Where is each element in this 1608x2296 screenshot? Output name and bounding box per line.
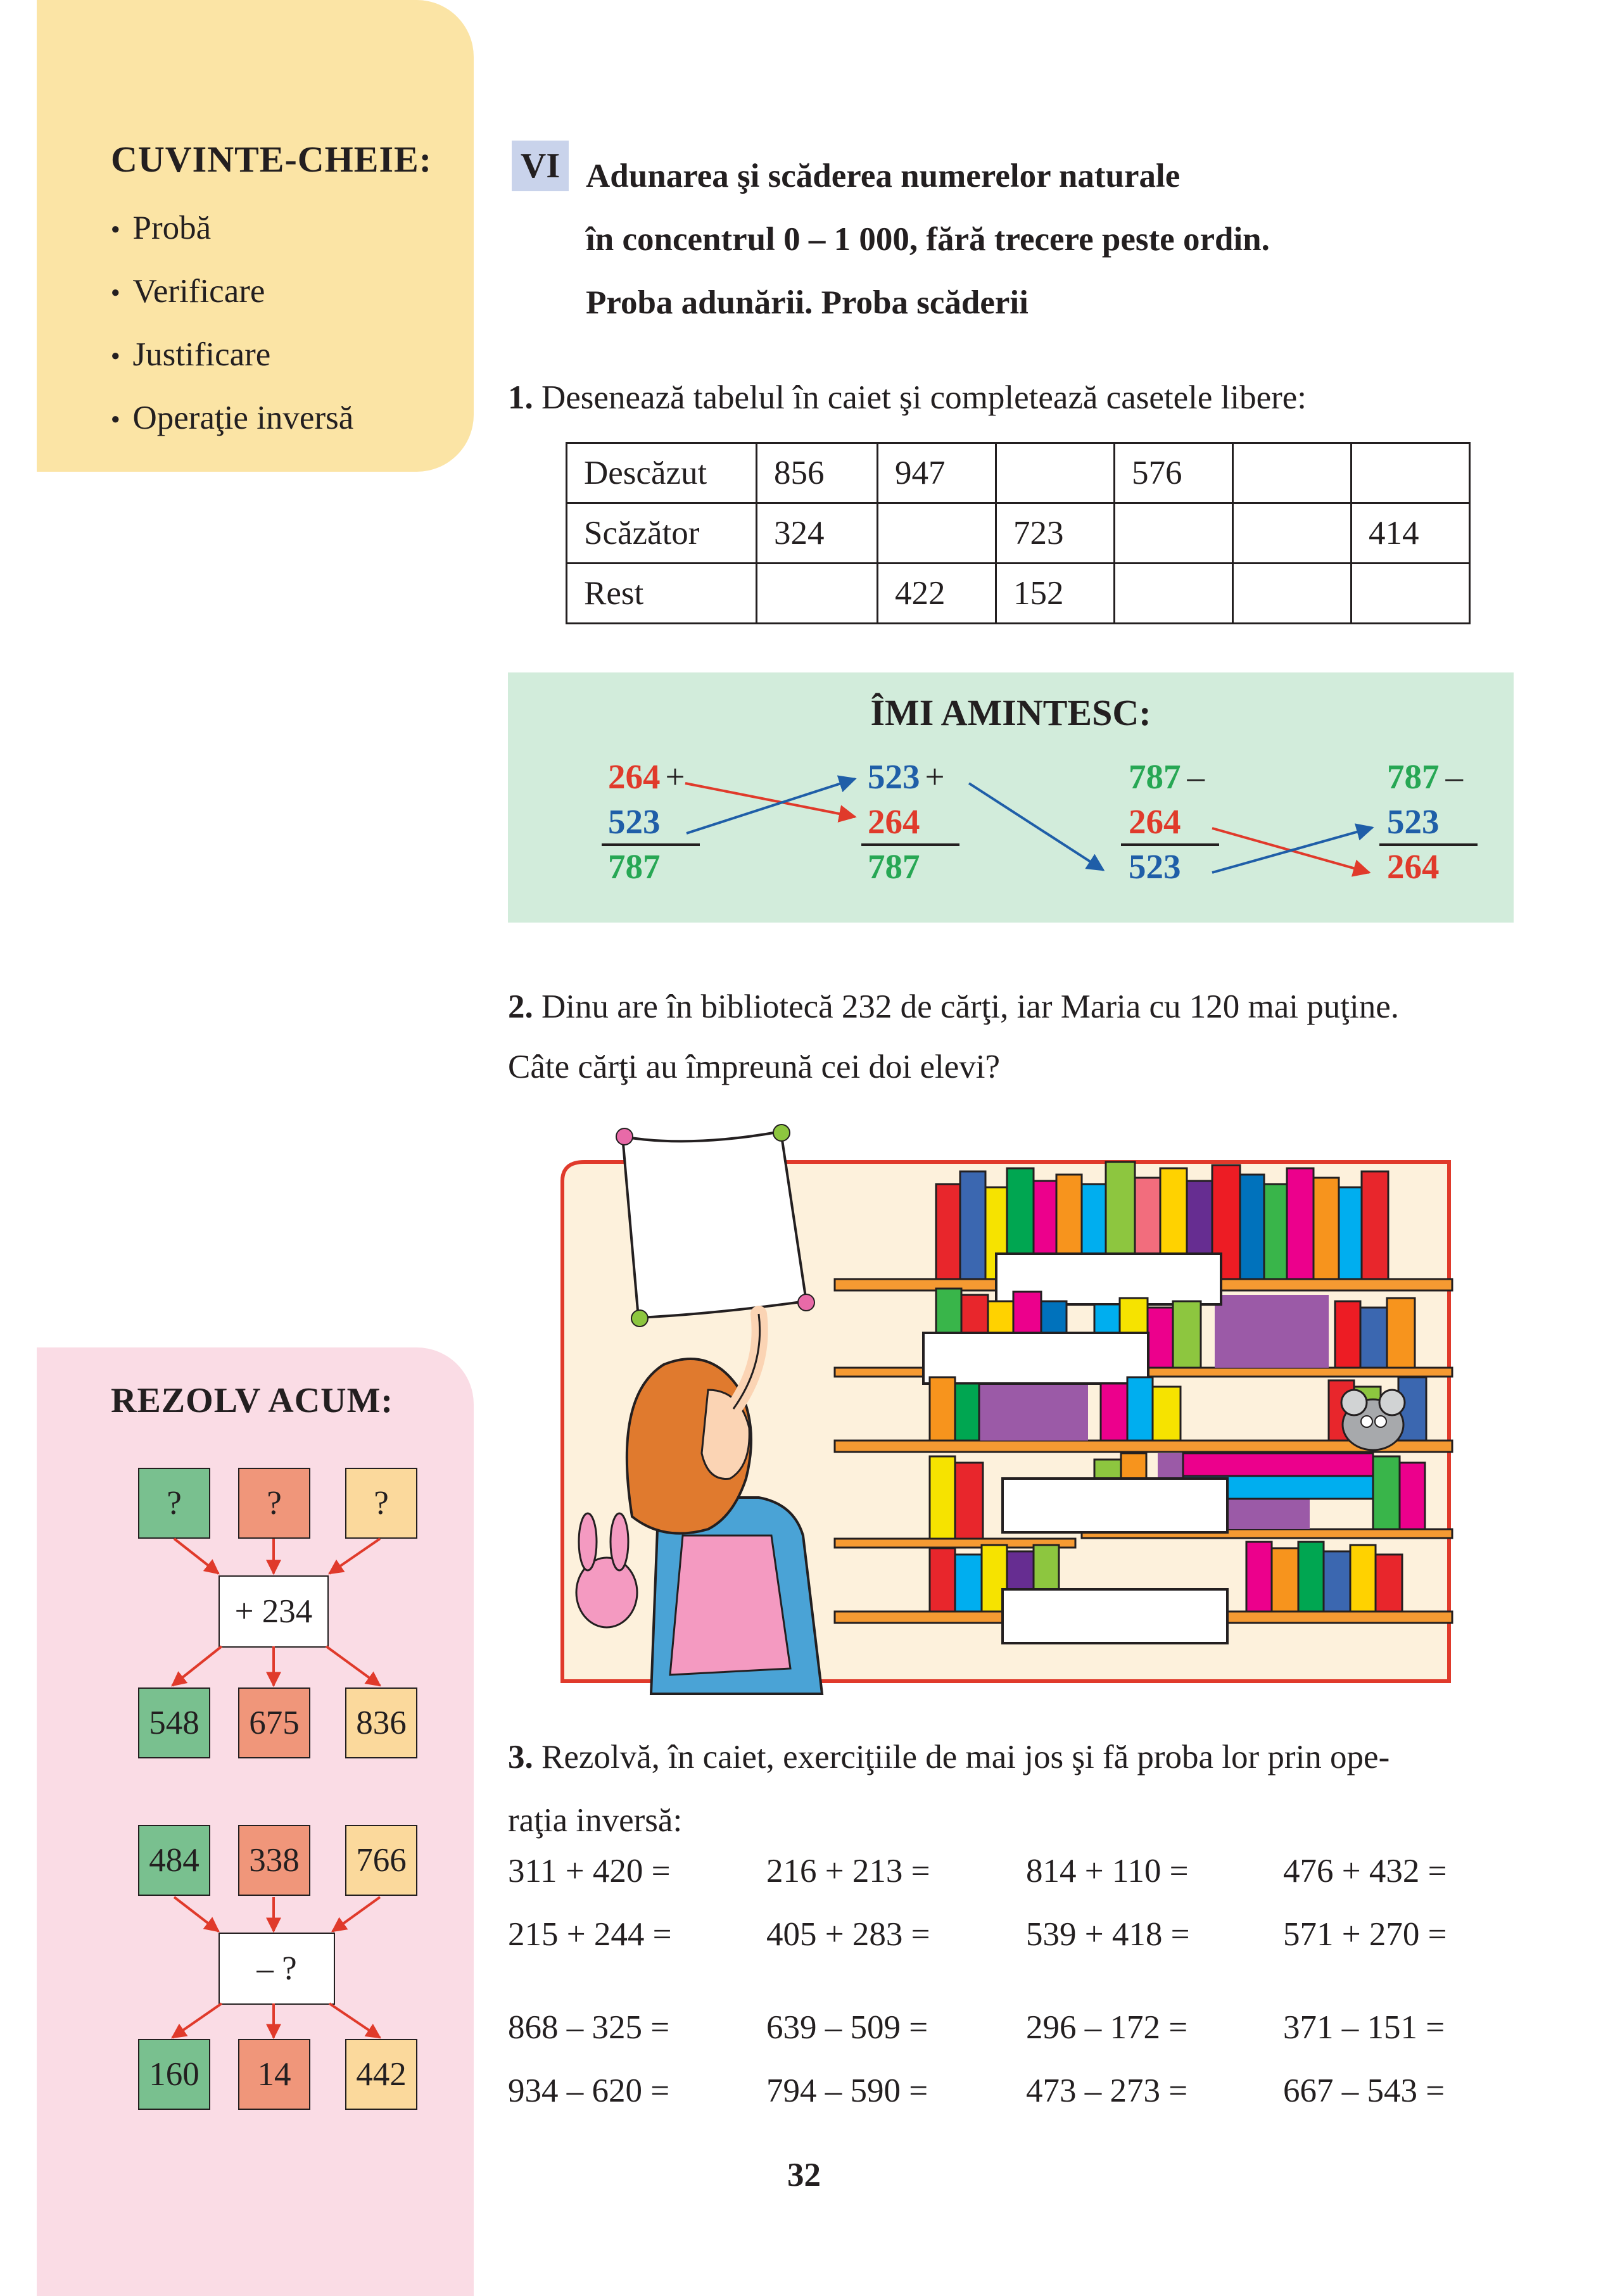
- calc-item: 814 + 110 =: [1026, 1853, 1189, 1889]
- arrow-blue: [687, 779, 855, 833]
- table-cell: 152: [996, 564, 1115, 624]
- table-cell: 856: [757, 443, 878, 503]
- row-label: Descăzut: [567, 443, 757, 503]
- keyword-item: ● Verificare: [111, 266, 353, 329]
- table-row: [567, 564, 1470, 624]
- lesson-number-badge: VI: [512, 141, 569, 191]
- calc-item: 216 + 213 =: [766, 1853, 930, 1889]
- calc-item: 571 + 270 =: [1283, 1916, 1447, 1953]
- keyword-item: ● Probă: [111, 203, 353, 266]
- subtraction-table: [566, 442, 1471, 624]
- output-box: 836: [345, 1687, 417, 1758]
- row-label: Rest: [567, 564, 757, 624]
- table-cell: 324: [757, 503, 878, 564]
- arrow-blue: [969, 783, 1103, 870]
- table-cell: [1233, 443, 1352, 503]
- lesson-title: [586, 144, 1270, 334]
- calc-item: 868 – 325 =: [508, 2009, 670, 2046]
- calc-item: 667 – 543 =: [1283, 2072, 1445, 2109]
- calc-item: 639 – 509 =: [766, 2009, 928, 2046]
- result: 264: [1387, 847, 1440, 886]
- input-box: ?: [138, 1468, 210, 1539]
- calc-item: 215 + 244 =: [508, 1916, 672, 1953]
- input-box: 484: [138, 1825, 210, 1896]
- table-cell: [1233, 503, 1352, 564]
- calc-item: 296 – 172 =: [1026, 2009, 1188, 2046]
- table-cell: [1352, 443, 1470, 503]
- operation-box: + 234: [218, 1575, 329, 1648]
- keywords-list: [111, 203, 353, 456]
- table-cell: 414: [1352, 503, 1470, 564]
- operation-box: – ?: [218, 1933, 335, 2005]
- solve-now-title: REZOLV ACUM:: [111, 1381, 394, 1420]
- table-cell: [1233, 564, 1352, 624]
- table-cell: 576: [1115, 443, 1233, 503]
- output-box: 442: [345, 2039, 417, 2110]
- output-box: 160: [138, 2039, 210, 2110]
- input-box: 766: [345, 1825, 417, 1896]
- exercise-2-line1: [508, 988, 1399, 1026]
- calc-item: 794 – 590 =: [766, 2072, 928, 2109]
- table-row: [567, 443, 1470, 503]
- exercise-text: Desenează tabelul în caiet şi completează casetele libere:: [541, 379, 1307, 416]
- table-row: [567, 503, 1470, 564]
- table-cell: 422: [878, 564, 996, 624]
- calc-item: 405 + 283 =: [766, 1916, 930, 1953]
- table-cell: [996, 443, 1115, 503]
- input-box: 338: [238, 1825, 310, 1896]
- calc-item: 539 + 418 =: [1026, 1916, 1190, 1953]
- lesson-title-line: Adunarea şi scăderea numerelor naturale: [586, 158, 1181, 194]
- exercise-1-prompt: [508, 379, 1307, 417]
- row-label: Scăzător: [567, 503, 757, 564]
- exercise-text: Dinu are în bibliotecă 232 de cărţi, iar Maria cu 120 mai puţine.: [541, 988, 1399, 1025]
- result: 787: [868, 847, 920, 886]
- swap-arrows: [508, 672, 1514, 923]
- exercise-number: 2.: [508, 988, 533, 1025]
- operand-top: 787 –: [1129, 757, 1205, 796]
- remember-panel: [508, 672, 1514, 923]
- result: 787: [608, 847, 661, 886]
- exercise-text: Rezolvă, în caiet, exerciţiile de mai jos şi fă proba lor prin ope-: [541, 1739, 1390, 1776]
- table-cell: [1115, 503, 1233, 564]
- operand-middle: 523: [608, 802, 661, 841]
- operand-top: 264 +: [608, 757, 685, 796]
- exercise-number: 1.: [508, 379, 533, 416]
- operand-middle: 523: [1387, 802, 1440, 841]
- lesson-title-line: în concentrul 0 – 1 000, fără trecere peste ordin.: [586, 221, 1270, 258]
- table-cell: [878, 503, 996, 564]
- remember-title: ÎMI AMINTESC:: [870, 692, 1151, 733]
- output-box: 14: [238, 2039, 310, 2110]
- calc-item: 934 – 620 =: [508, 2072, 670, 2109]
- operand-middle: 264: [868, 802, 920, 841]
- output-box: 548: [138, 1687, 210, 1758]
- girl-at-bookshelf-illustration: [550, 1124, 1471, 1697]
- table-cell: 947: [878, 443, 996, 503]
- table-cell: [1352, 564, 1470, 624]
- input-box: ?: [345, 1468, 417, 1539]
- keyword-item: ● Justificare: [111, 329, 353, 393]
- exercise-number: 3.: [508, 1739, 533, 1776]
- input-box: ?: [238, 1468, 310, 1539]
- keyword-item: ● Operaţie inversă: [111, 393, 353, 456]
- output-box: 675: [238, 1687, 310, 1758]
- table-cell: [757, 564, 878, 624]
- puzzle-arrows: [0, 1456, 481, 2090]
- keywords-title: CUVINTE-CHEIE:: [111, 139, 433, 180]
- calc-item: 371 – 151 =: [1283, 2009, 1445, 2046]
- table-cell: 723: [996, 503, 1115, 564]
- page-number: 32: [787, 2157, 821, 2193]
- exercise-2-line2: Câte cărţi au împreună cei doi elevi?: [508, 1049, 1000, 1085]
- operand-top: 523 +: [868, 757, 945, 796]
- exercise-3-line2: raţia inversă:: [508, 1802, 683, 1839]
- table-cell: [1115, 564, 1233, 624]
- calc-item: 476 + 432 =: [1283, 1853, 1447, 1889]
- calc-item: 311 + 420 =: [508, 1853, 671, 1889]
- operand-middle: 264: [1129, 802, 1181, 841]
- operand-top: 787 –: [1387, 757, 1463, 796]
- exercise-3-line1: [508, 1738, 1390, 1776]
- calc-item: 473 – 273 =: [1026, 2072, 1188, 2109]
- result: 523: [1129, 847, 1181, 886]
- lesson-title-line: Proba adunării. Proba scăderii: [586, 284, 1029, 321]
